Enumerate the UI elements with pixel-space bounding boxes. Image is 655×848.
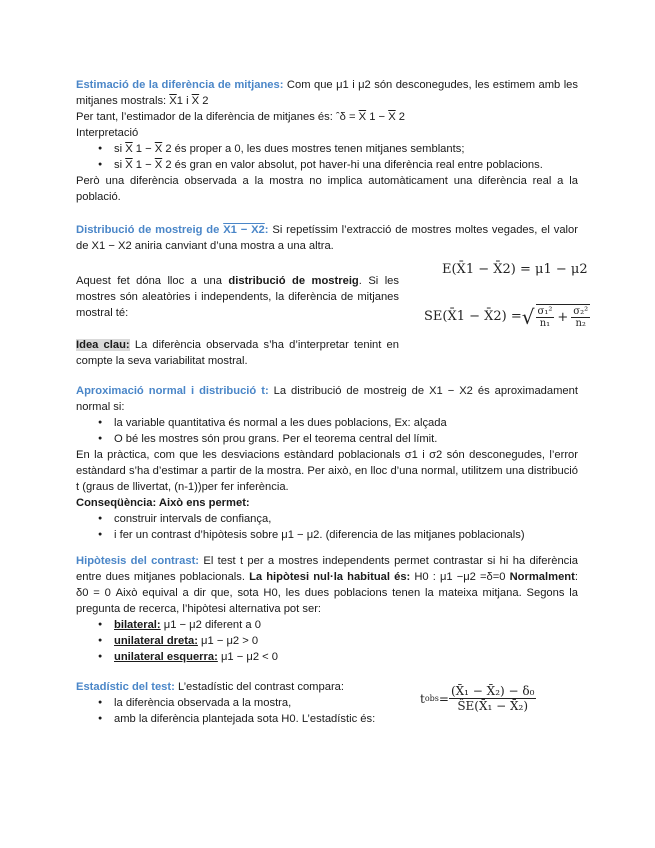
paragraph: En la pràctica, com que les desviacions estàndard poblacionals σ1 i σ2 són desconegudes, l’error estàndard s’ha d’estimar a partir de la mostra. Per això, en lloc d’una normal, utilitzem una distribució t (graus de llivertat, (n-1))per fer inferència. <box>76 449 578 493</box>
section-hipotesis <box>76 553 578 665</box>
list-item: ● amb la diferència plantejada sota H0. L’estadístic és: <box>76 711 406 727</box>
formula-standard-error: SE(X̄1 − X̄2) = √ $\frac{\text{σ₁²}}{\text{n₁}}$ + $\frac{\text{σ₂²}}{\text{n₂}}$ <box>424 304 589 329</box>
formula-test-statistic: t obs = $\frac{\text{(X̄₁ − X̄₂) − δ₀}}{\text{ŜE(X̄₁ − X̄₂)}}$ <box>420 684 535 713</box>
list-item: ● si $\overline{X}$ $1 - \overline{X}$ 2 és gran en valor absolut, pot haver-hi una diferència real entre poblacions. <box>76 157 578 173</box>
list-item: ● bilateral: μ1 − μ2 diferent a 0 <box>76 617 578 633</box>
section-heading: Distribució de mostreig de X1 − X2: <box>76 224 269 236</box>
list-item: ● unilateral esquerra: μ1 − μ2 < 0 <box>76 649 578 665</box>
list-item: ● si $\overline{X}$ $1 - \overline{X}$ 2 és proper a 0, les dues mostres tenen mitjanes semblants; <box>76 141 578 157</box>
paragraph: Però una diferència observada a la mostra no implica automàticament una diferència real a la població. <box>76 175 578 203</box>
section-heading: Estadístic del test: <box>76 681 175 693</box>
section-heading: Estimació de la diferència de mitjanes: <box>76 79 284 91</box>
paragraph: Distribució de mostreig de X1 − X2: Si repetíssim l’extracció de mostres moltes vegades, el valor de X1 − X2 aniria canviant d’una mostra a una altra. <box>76 224 578 252</box>
section-estadistic <box>76 679 406 727</box>
paragraph: Estadístic del test: L’estadístic del contrast compara: <box>76 681 344 693</box>
section-heading: Aproximació normal i distribució t: <box>76 385 269 397</box>
paragraph: Estimació de la diferència de mitjanes: Com que μ1 i μ2 són desconegudes, les estimem amb les mitjanes mostrals: $\overline{X}1$ i $\overline{X}$ 2 <box>76 79 578 107</box>
section-heading: Hipòtesis del contrast: <box>76 555 200 567</box>
list-item: ● unilateral dreta: μ1 − μ2 > 0 <box>76 633 578 649</box>
section-distribucio-left <box>76 273 399 369</box>
section-estimacio <box>76 77 578 205</box>
bullet-list <box>76 695 406 727</box>
section-aproximacio <box>76 383 578 543</box>
paragraph: Aquest fet dóna lloc a una distribució de mostreig. Si les mostres són aleatòries i independents, la diferència de mitjanes mostral té: <box>76 275 400 319</box>
bullet-list <box>76 415 578 447</box>
paragraph: Aproximació normal i distribució t: La distribució de mostreig de X1 − X2 és aproximadament normal si: <box>76 385 578 413</box>
key-idea: Idea clau: La diferència observada s’ha d’interpretar tenint en compte la seva variabilitat mostral. <box>76 339 399 367</box>
list-item: ● O bé les mostres són prou grans. Per el teorema central del límit. <box>76 431 578 447</box>
bullet-list <box>76 141 578 173</box>
subheading: Interpretació <box>76 127 139 139</box>
bullet-list <box>76 511 578 543</box>
key-idea-label: Idea clau: <box>76 339 130 351</box>
formula-expectation: E(X̄1 − X̄2) = μ1 − μ2 <box>442 262 588 277</box>
paragraph: Hipòtesis del contrast: El test t per a mostres independents permet contrastar si hi ha diferència entre dues mitjanes poblacionals. La hipòtesi nul·la habitual és: H0 : μ1 −μ2 =δ=0 Normalment: δ0 = 0 Això equival a dir que, sota H0, les dues poblacions tenen la mateixa mitjana. Segons la pregunta de recerca, l’hipòtesi alternativa pot ser: <box>76 555 578 615</box>
list-item: ● i fer un contrast d’hipòtesis sobre μ1 − μ2. (diferencia de las mitjanes poblacionals) <box>76 527 578 543</box>
bullet-list <box>76 617 578 665</box>
list-item: ● la variable quantitativa és normal a les dues poblacions, Ex: alçada <box>76 415 578 431</box>
subheading: Conseqüència: Això ens permet: <box>76 497 250 509</box>
paragraph: Per tant, l’estimador de la diferència de mitjanes és: ˆδ = $\overline{X}$ $1 - \overline{X}$ 2 <box>76 111 406 123</box>
list-item: ● construir intervals de confiança, <box>76 511 578 527</box>
section-distribucio <box>76 222 578 254</box>
list-item: ● la diferència observada a la mostra, <box>76 695 406 711</box>
